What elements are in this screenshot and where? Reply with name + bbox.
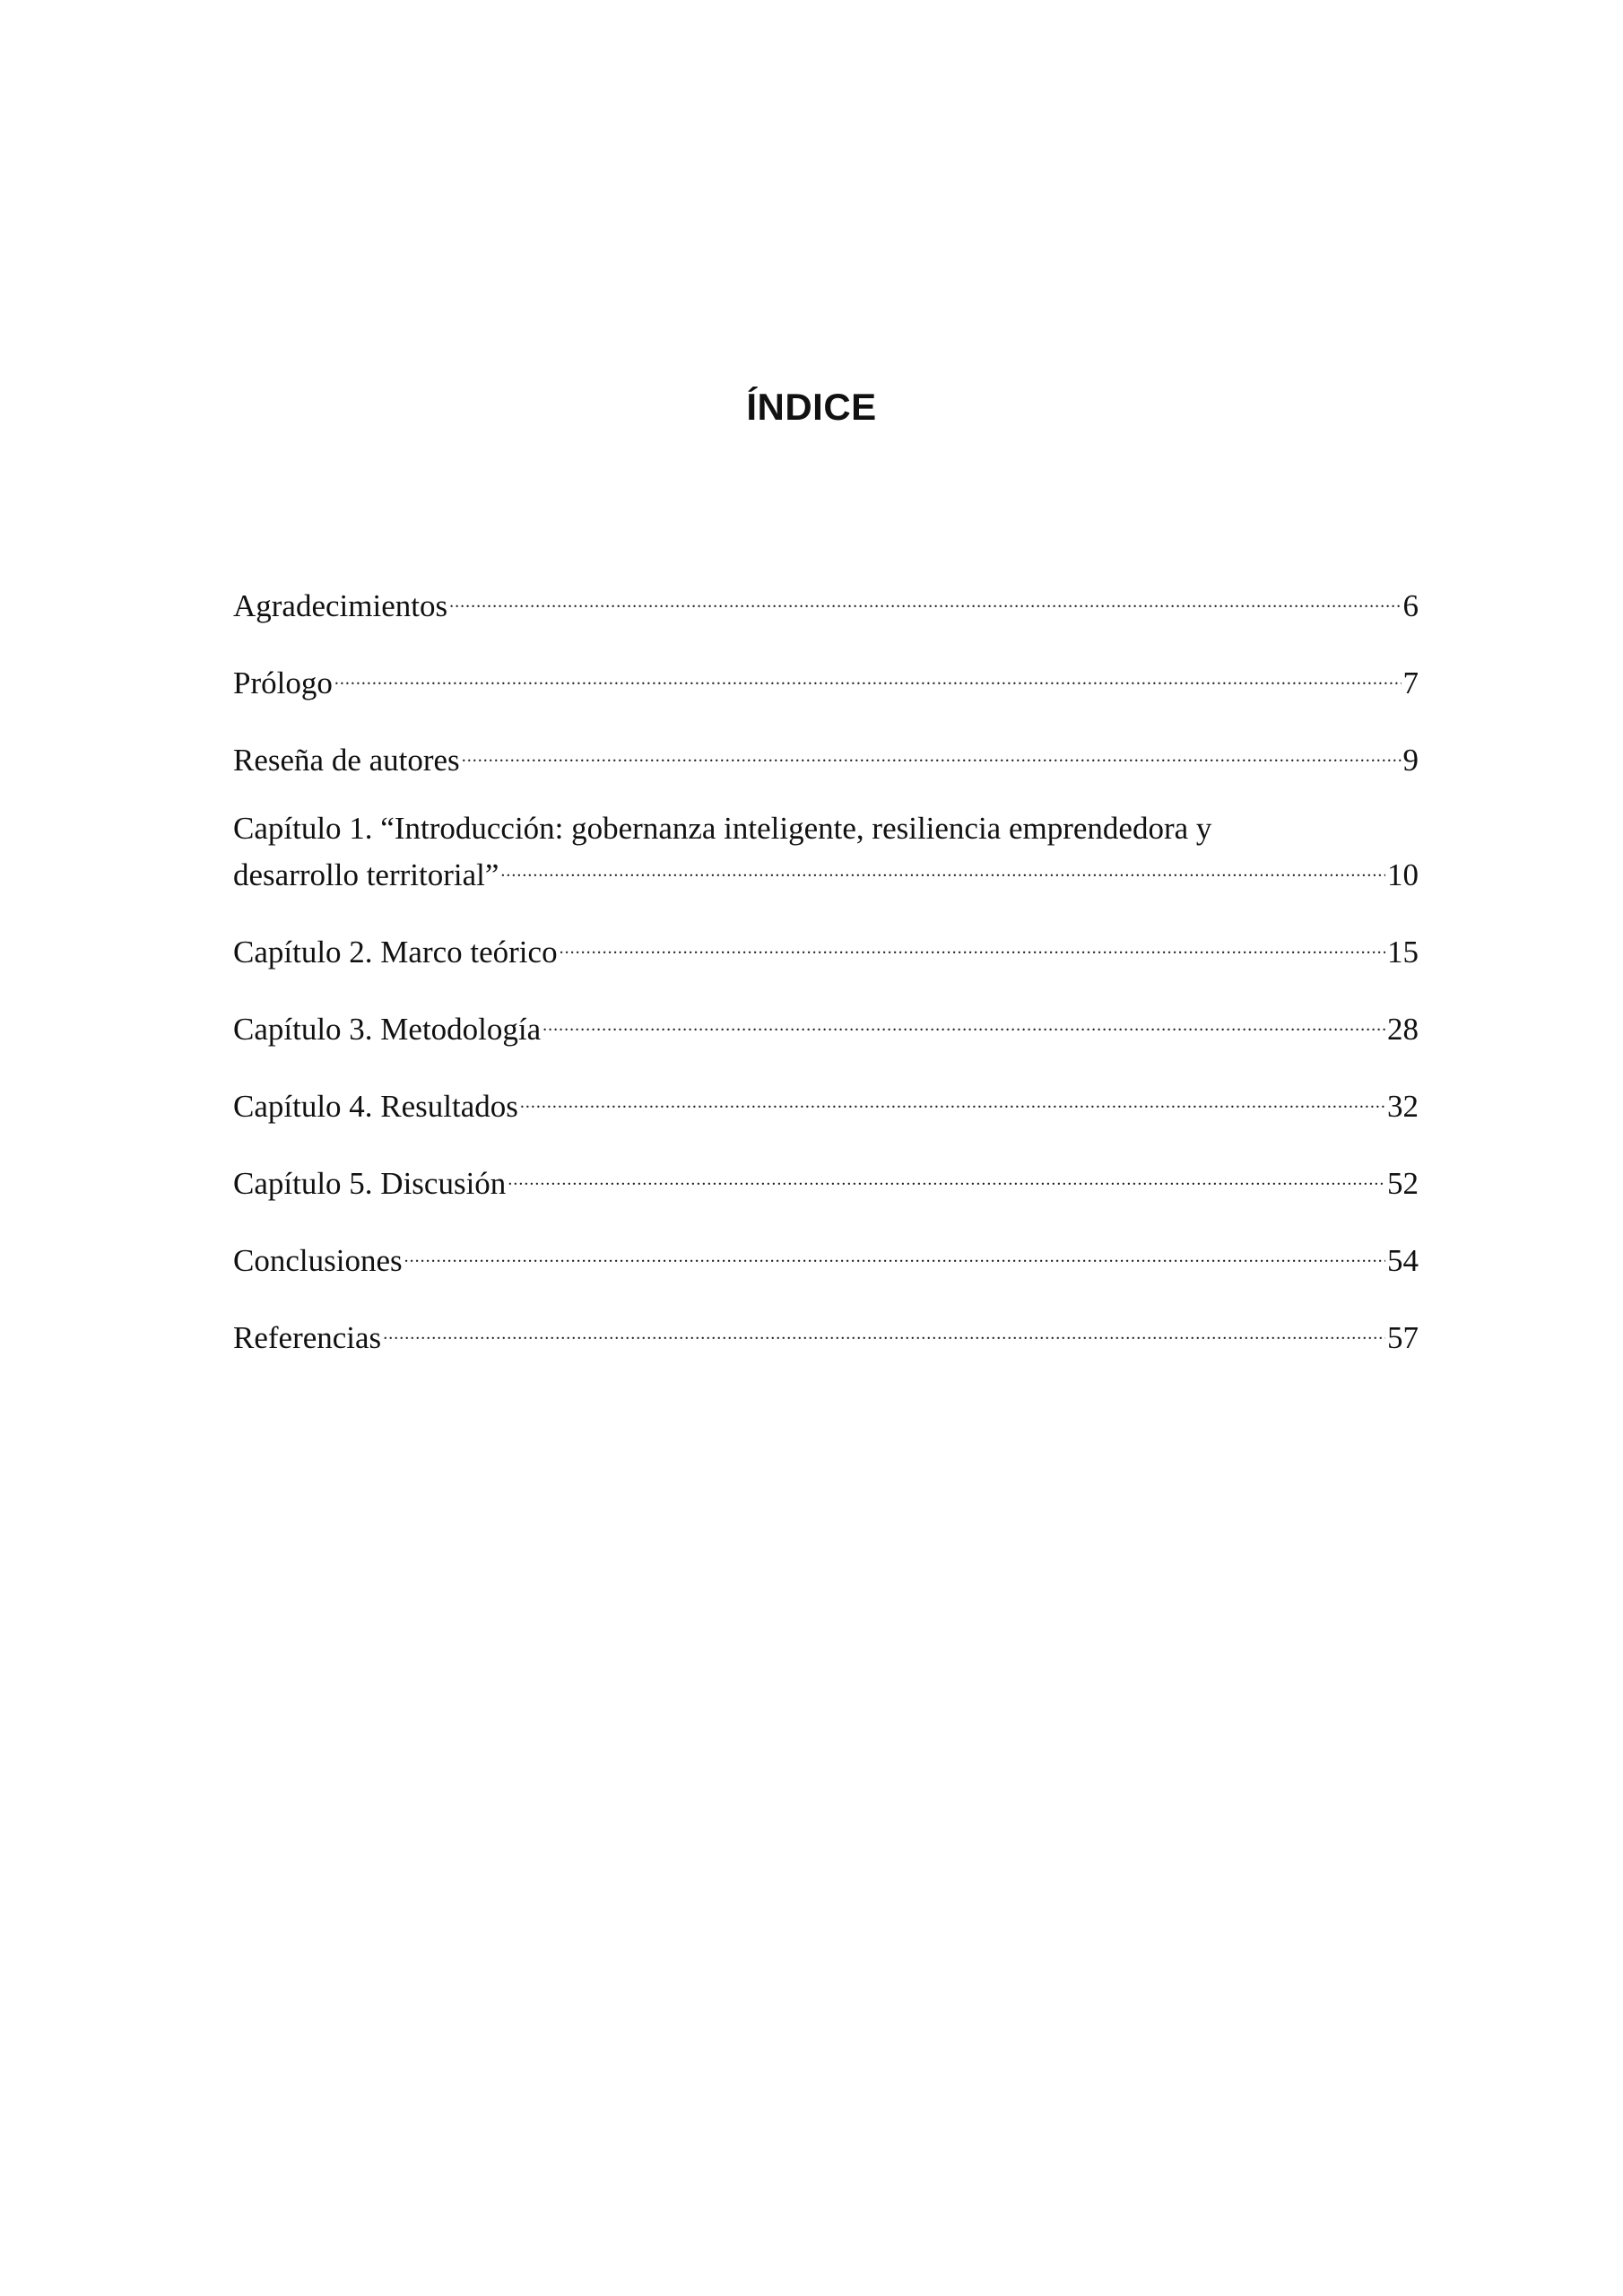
- toc-entry-prologo: [233, 656, 1419, 733]
- toc-entry-label: Conclusiones: [233, 1243, 403, 1278]
- table-of-contents: [233, 578, 1419, 1387]
- dot-leader: [334, 656, 1402, 693]
- dot-leader: [520, 1079, 1385, 1117]
- dot-leader: [542, 1002, 1385, 1039]
- toc-entry-page: 28: [1387, 1012, 1419, 1047]
- toc-entry-page: 57: [1387, 1320, 1419, 1355]
- dot-leader: [462, 733, 1402, 770]
- toc-entry-page: 32: [1387, 1089, 1419, 1124]
- toc-entry-label: Agradecimientos: [233, 588, 448, 623]
- toc-entry-capitulo-1: [233, 810, 1419, 925]
- dot-leader: [560, 925, 1385, 962]
- toc-entry-page: 7: [1402, 665, 1419, 700]
- toc-entry-capitulo-4: [233, 1079, 1419, 1156]
- page-title: ÍNDICE: [746, 386, 877, 428]
- toc-entry-label-line2: desarrollo territorial”: [233, 857, 499, 892]
- toc-entry-label: Prólogo: [233, 665, 333, 700]
- toc-entry-label: Capítulo 5. Discusión: [233, 1166, 507, 1201]
- toc-entry-capitulo-2: [233, 925, 1419, 1002]
- toc-entry-conclusiones: [233, 1233, 1419, 1310]
- dot-leader: [449, 578, 1401, 616]
- toc-entry-capitulo-5: [233, 1156, 1419, 1233]
- toc-entry-label: Referencias: [233, 1320, 382, 1355]
- toc-entry-referencias: [233, 1310, 1419, 1387]
- dot-leader: [500, 848, 1385, 885]
- dot-leader: [508, 1156, 1385, 1194]
- toc-entry-page: 6: [1402, 588, 1419, 623]
- toc-entry-resena-autores: [233, 733, 1419, 810]
- dot-leader: [404, 1233, 1385, 1271]
- toc-entry-label: Capítulo 4. Resultados: [233, 1089, 518, 1124]
- dot-leader: [383, 1310, 1385, 1348]
- toc-entry-label-line1: Capítulo 1. “Introducción: gobernanza inteligente, resiliencia emprendedora y: [233, 811, 1212, 846]
- toc-entry-capitulo-3: [233, 1002, 1419, 1079]
- toc-entry-page: 54: [1387, 1243, 1419, 1278]
- toc-entry-label: Capítulo 2. Marco teórico: [233, 935, 558, 970]
- toc-entry-page: 10: [1387, 857, 1419, 892]
- toc-entry-agradecimientos: [233, 578, 1419, 656]
- toc-entry-label: Reseña de autores: [233, 743, 460, 778]
- toc-entry-page: 9: [1402, 743, 1419, 778]
- toc-entry-label: Capítulo 3. Metodología: [233, 1012, 542, 1047]
- toc-entry-page: 52: [1387, 1166, 1419, 1201]
- toc-entry-page: 15: [1387, 935, 1419, 970]
